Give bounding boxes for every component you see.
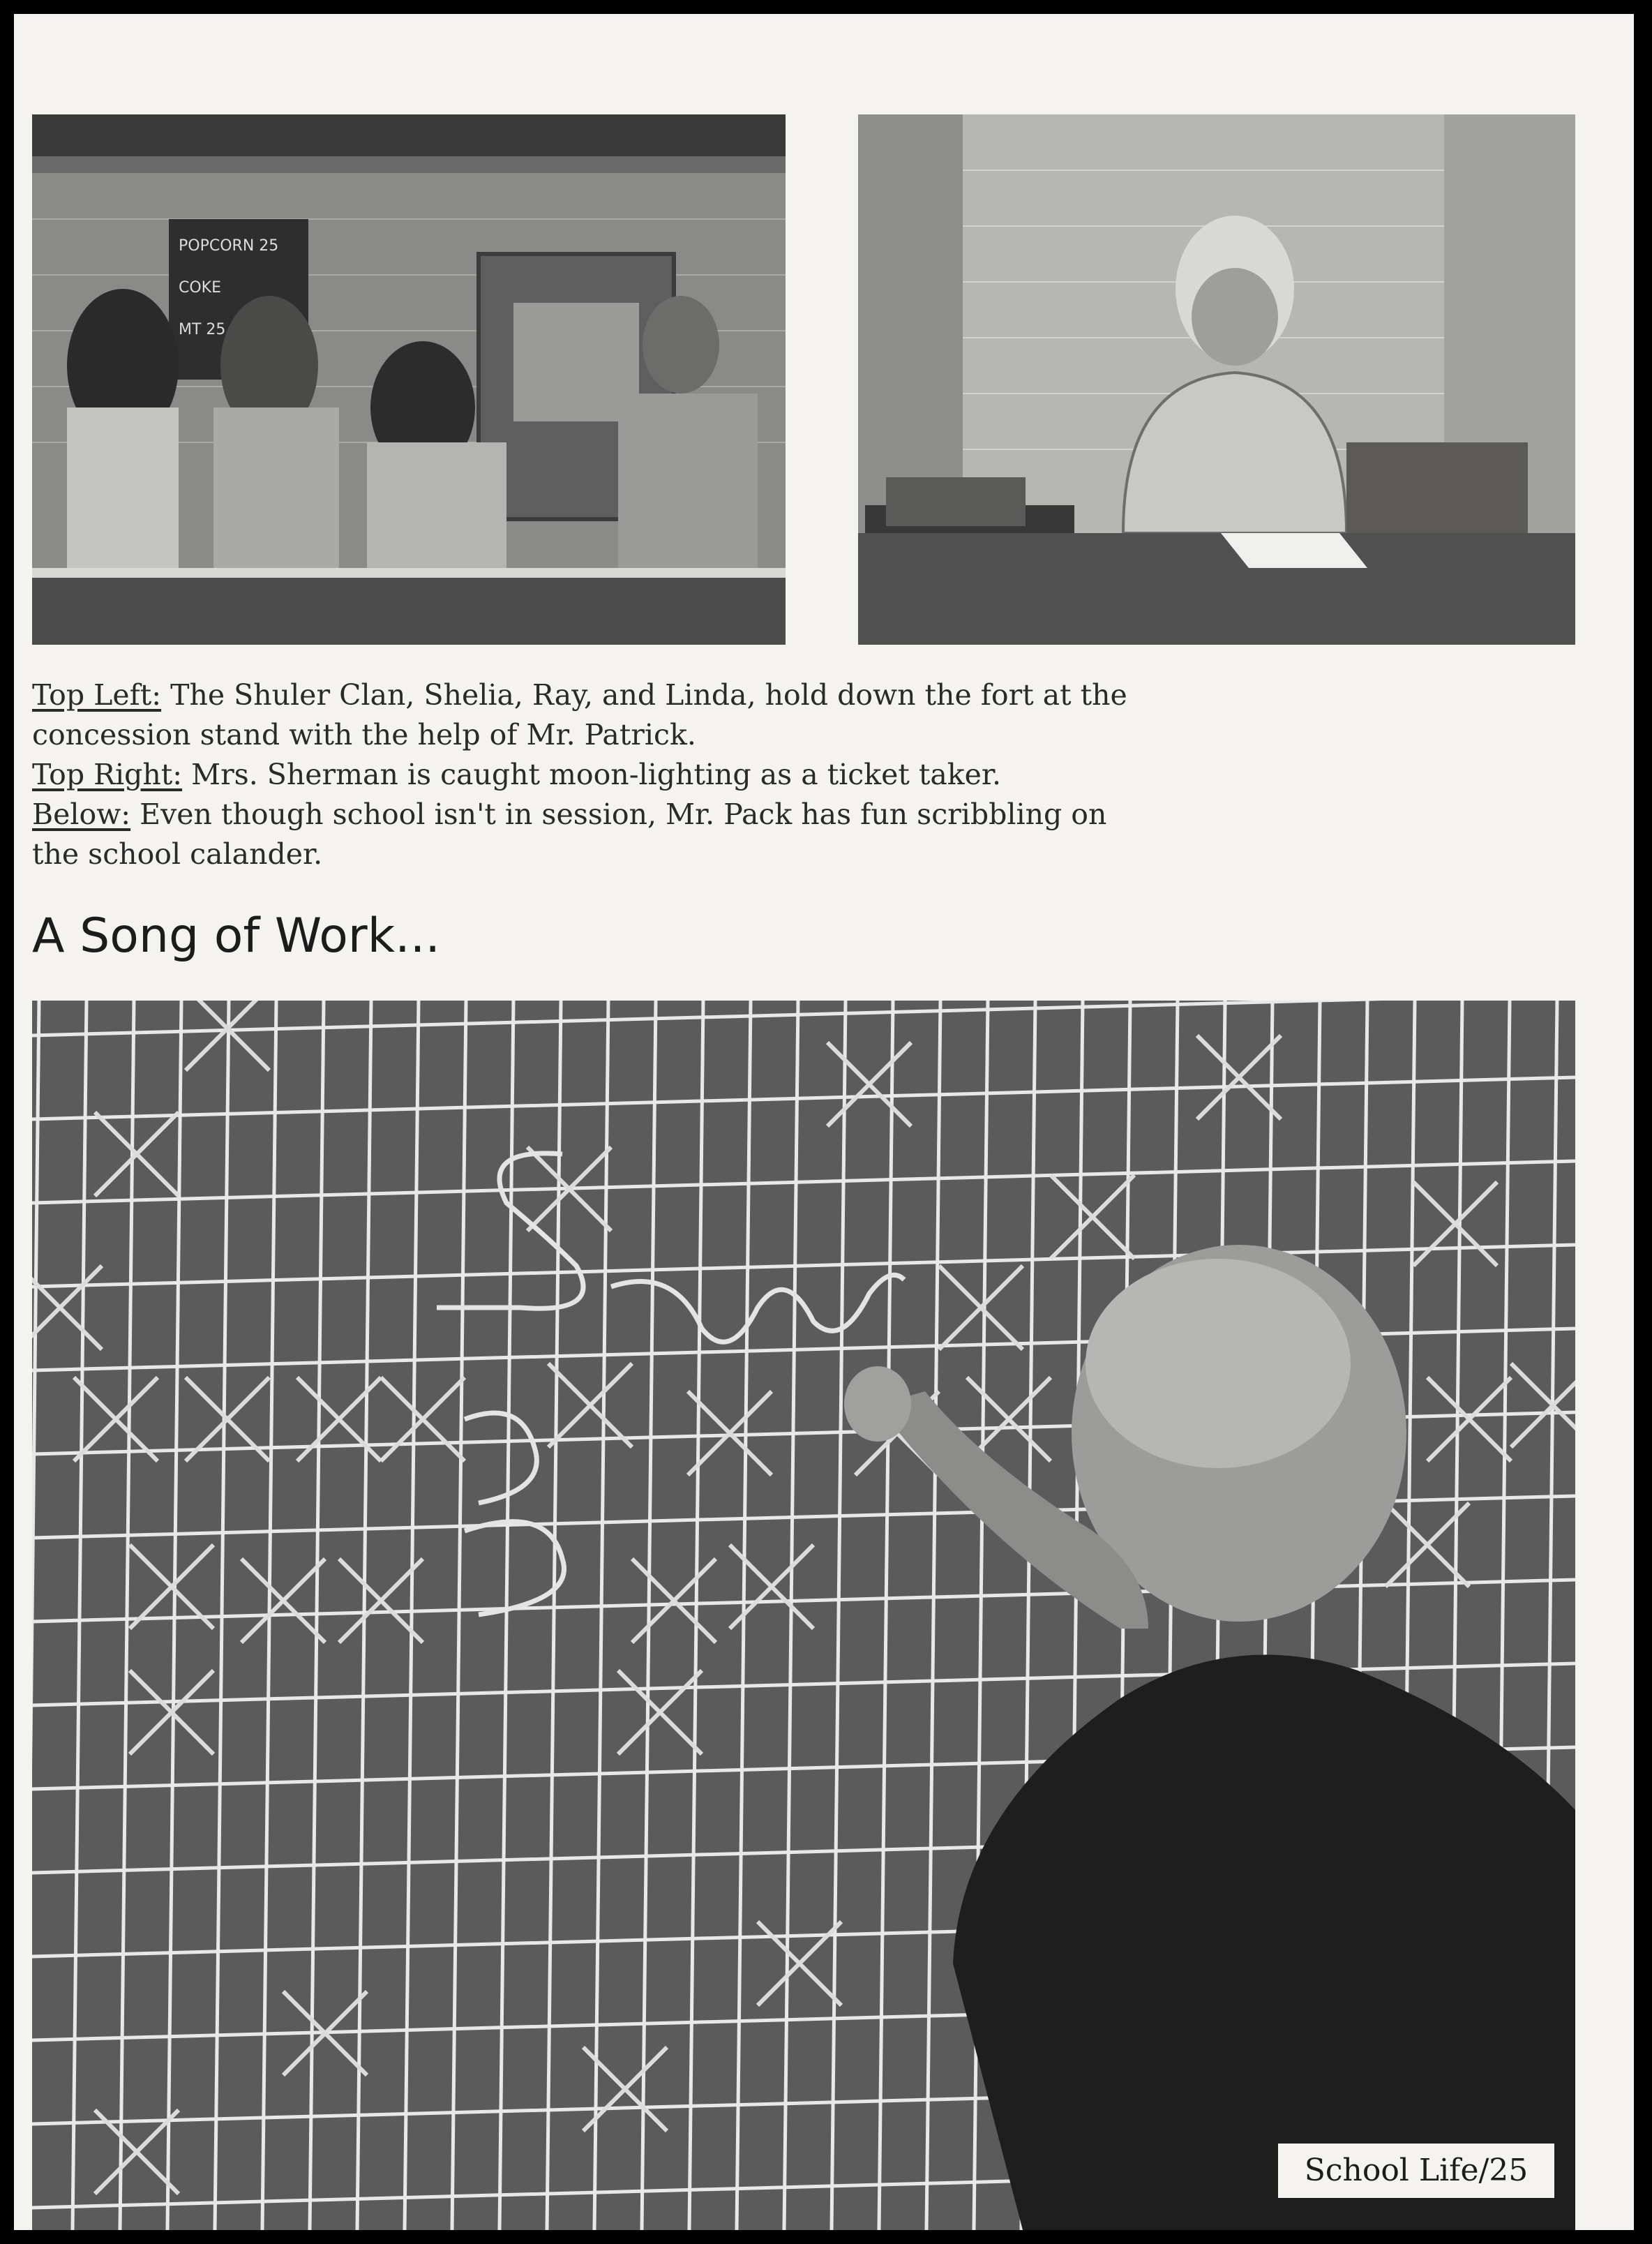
caption-top-left-text-2: concession stand with the help of Mr. Patrick. bbox=[32, 718, 696, 751]
caption-below-line-1 bbox=[32, 795, 1567, 835]
page-sheet bbox=[14, 14, 1634, 2230]
photo-captions bbox=[32, 675, 1567, 874]
caption-lead-below: Below: bbox=[32, 798, 131, 831]
photo-concession-stand bbox=[32, 114, 786, 645]
caption-top-right-text-1: Mrs. Sherman is caught moon-lighting as a ticket taker. bbox=[182, 758, 1002, 791]
sign-line-3: MT 25 bbox=[179, 321, 226, 338]
photo-ticket-taker-image bbox=[858, 114, 1575, 645]
page-folio: School Life/25 bbox=[1278, 2144, 1554, 2198]
caption-lead-top-right: Top Right: bbox=[32, 758, 183, 791]
caption-top-left-line-2 bbox=[32, 715, 1567, 755]
section-heading: A Song of Work... bbox=[32, 908, 440, 964]
photo-ticket-taker bbox=[858, 114, 1575, 645]
caption-top-right-line-1 bbox=[32, 755, 1567, 795]
caption-below-text-2: the school calander. bbox=[32, 837, 323, 871]
caption-below-line-2 bbox=[32, 835, 1567, 874]
photo-chalkboard-calendar bbox=[32, 1001, 1575, 2230]
caption-lead-top-left: Top Left: bbox=[32, 678, 162, 712]
sign-line-1: POPCORN 25 bbox=[179, 237, 279, 255]
photo-chalkboard-image bbox=[32, 1001, 1575, 2230]
caption-top-left-line-1 bbox=[32, 675, 1567, 715]
caption-below-text-1: Even though school isn't in session, Mr. Pack has fun scribbling on bbox=[130, 798, 1107, 831]
sign-line-2: COKE bbox=[179, 279, 222, 297]
photo-concession-stand-image bbox=[32, 114, 786, 645]
caption-top-left-text-1: The Shuler Clan, Shelia, Ray, and Linda, hold down the fort at the bbox=[161, 678, 1127, 712]
